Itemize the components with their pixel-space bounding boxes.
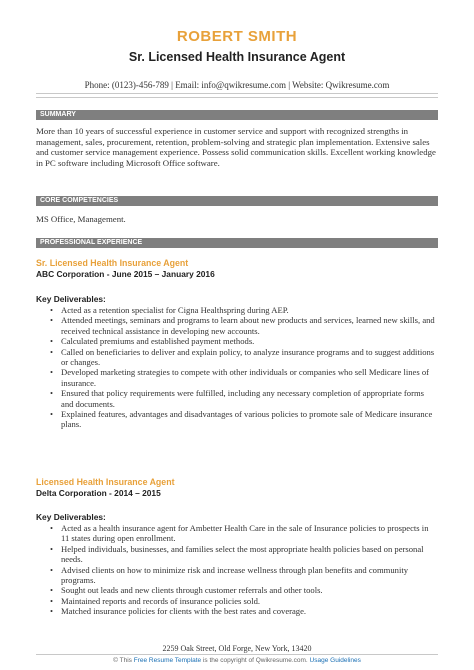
list-item: • Explained features, advantages and disadvantages of various policies to promote sale of Medicare insurance plans. <box>36 409 438 430</box>
footer-middle: is the copyright of Qwikresume.com. <box>202 657 308 664</box>
usage-guidelines-link[interactable]: Usage Guidelines <box>309 657 361 664</box>
footer-divider <box>36 654 438 655</box>
deliverables-label: Key Deliverables: <box>36 512 106 522</box>
footer-copyright <box>0 657 474 664</box>
contact-phone: Phone: (0123)-456-789 <box>84 80 169 90</box>
list-item: • Called on beneficiaries to deliver and explain policy, to analyze insurance programs and to suggest additions or changes. <box>36 347 438 368</box>
divider <box>36 93 438 94</box>
contact-email-link[interactable]: Email: info@qwikresume.com <box>175 80 286 90</box>
competencies-text: MS Office, Management. <box>36 214 126 224</box>
list-item: • Matched insurance policies for clients with the best rates and coverage. <box>36 606 438 616</box>
list-item: • Calculated premiums and established payment methods. <box>36 336 438 346</box>
contact-website-link[interactable]: Website: Qwikresume.com <box>292 80 390 90</box>
list-item: • Acted as a retention specialist for Cigna Healthspring during AEP. <box>36 305 438 315</box>
list-item: • Sought out leads and new clients through customer referrals and other tools. <box>36 585 438 595</box>
candidate-name: ROBERT SMITH <box>176 28 298 45</box>
deliverables-label: Key Deliverables: <box>36 294 106 304</box>
section-summary-heading: SUMMARY <box>36 110 438 120</box>
section-competencies-heading: CORE COMPETENCIES <box>36 196 438 206</box>
list-item: • Advised clients on how to minimize risk and increase wellness through plan benefits and community programs. <box>36 565 438 586</box>
footer-address: 2259 Oak Street, Old Forge, New York, 13420 <box>162 644 312 653</box>
list-item: • Maintained reports and records of insurance policies sold. <box>36 596 438 606</box>
contact-line <box>0 80 474 90</box>
list-item: • Acted as a health insurance agent for Ambetter Health Care in the sale of Insurance policies to prospects in 11 states during open enrollment. <box>36 523 438 544</box>
list-item: • Ensured that policy requirements were fulfilled, including any necessary completion of appropriate forms and documents. <box>36 388 438 409</box>
section-experience-heading: PROFESSIONAL EXPERIENCE <box>36 238 438 248</box>
free-template-link[interactable]: Free Resume Template <box>133 657 202 664</box>
footer-prefix: © This <box>113 657 132 664</box>
job-company-dates: ABC Corporation - June 2015 – January 2016 <box>36 269 215 279</box>
job-company-dates: Delta Corporation - 2014 – 2015 <box>36 488 161 498</box>
list-item: • Attended meetings, seminars and programs to learn about new products and services, learned new skills, and received technical assistance in developing new accounts. <box>36 315 438 336</box>
deliverables-list <box>36 305 438 430</box>
candidate-title: Sr. Licensed Health Insurance Agent <box>128 50 346 64</box>
contact-separator: | <box>288 80 291 90</box>
job-title: Sr. Licensed Health Insurance Agent <box>36 258 189 268</box>
divider <box>36 97 438 98</box>
deliverables-list <box>36 523 438 617</box>
list-item: • Developed marketing strategies to compete with other individuals or companies who sell Medicare lines of insurance. <box>36 367 438 388</box>
summary-text: More than 10 years of successful experience in customer service and support with recognized strengths in management, sales, procurement, retention, problem-solving and strategic plan implementation. Extensive sales and customer service management experience. Possess solid communication skills. Excellent working knowledge in PC software including Microsoft Office software. <box>36 126 436 168</box>
contact-separator: | <box>171 80 173 90</box>
job-title: Licensed Health Insurance Agent <box>36 477 175 487</box>
list-item: • Helped individuals, businesses, and families select the most appropriate health policies based on personal needs. <box>36 544 438 565</box>
